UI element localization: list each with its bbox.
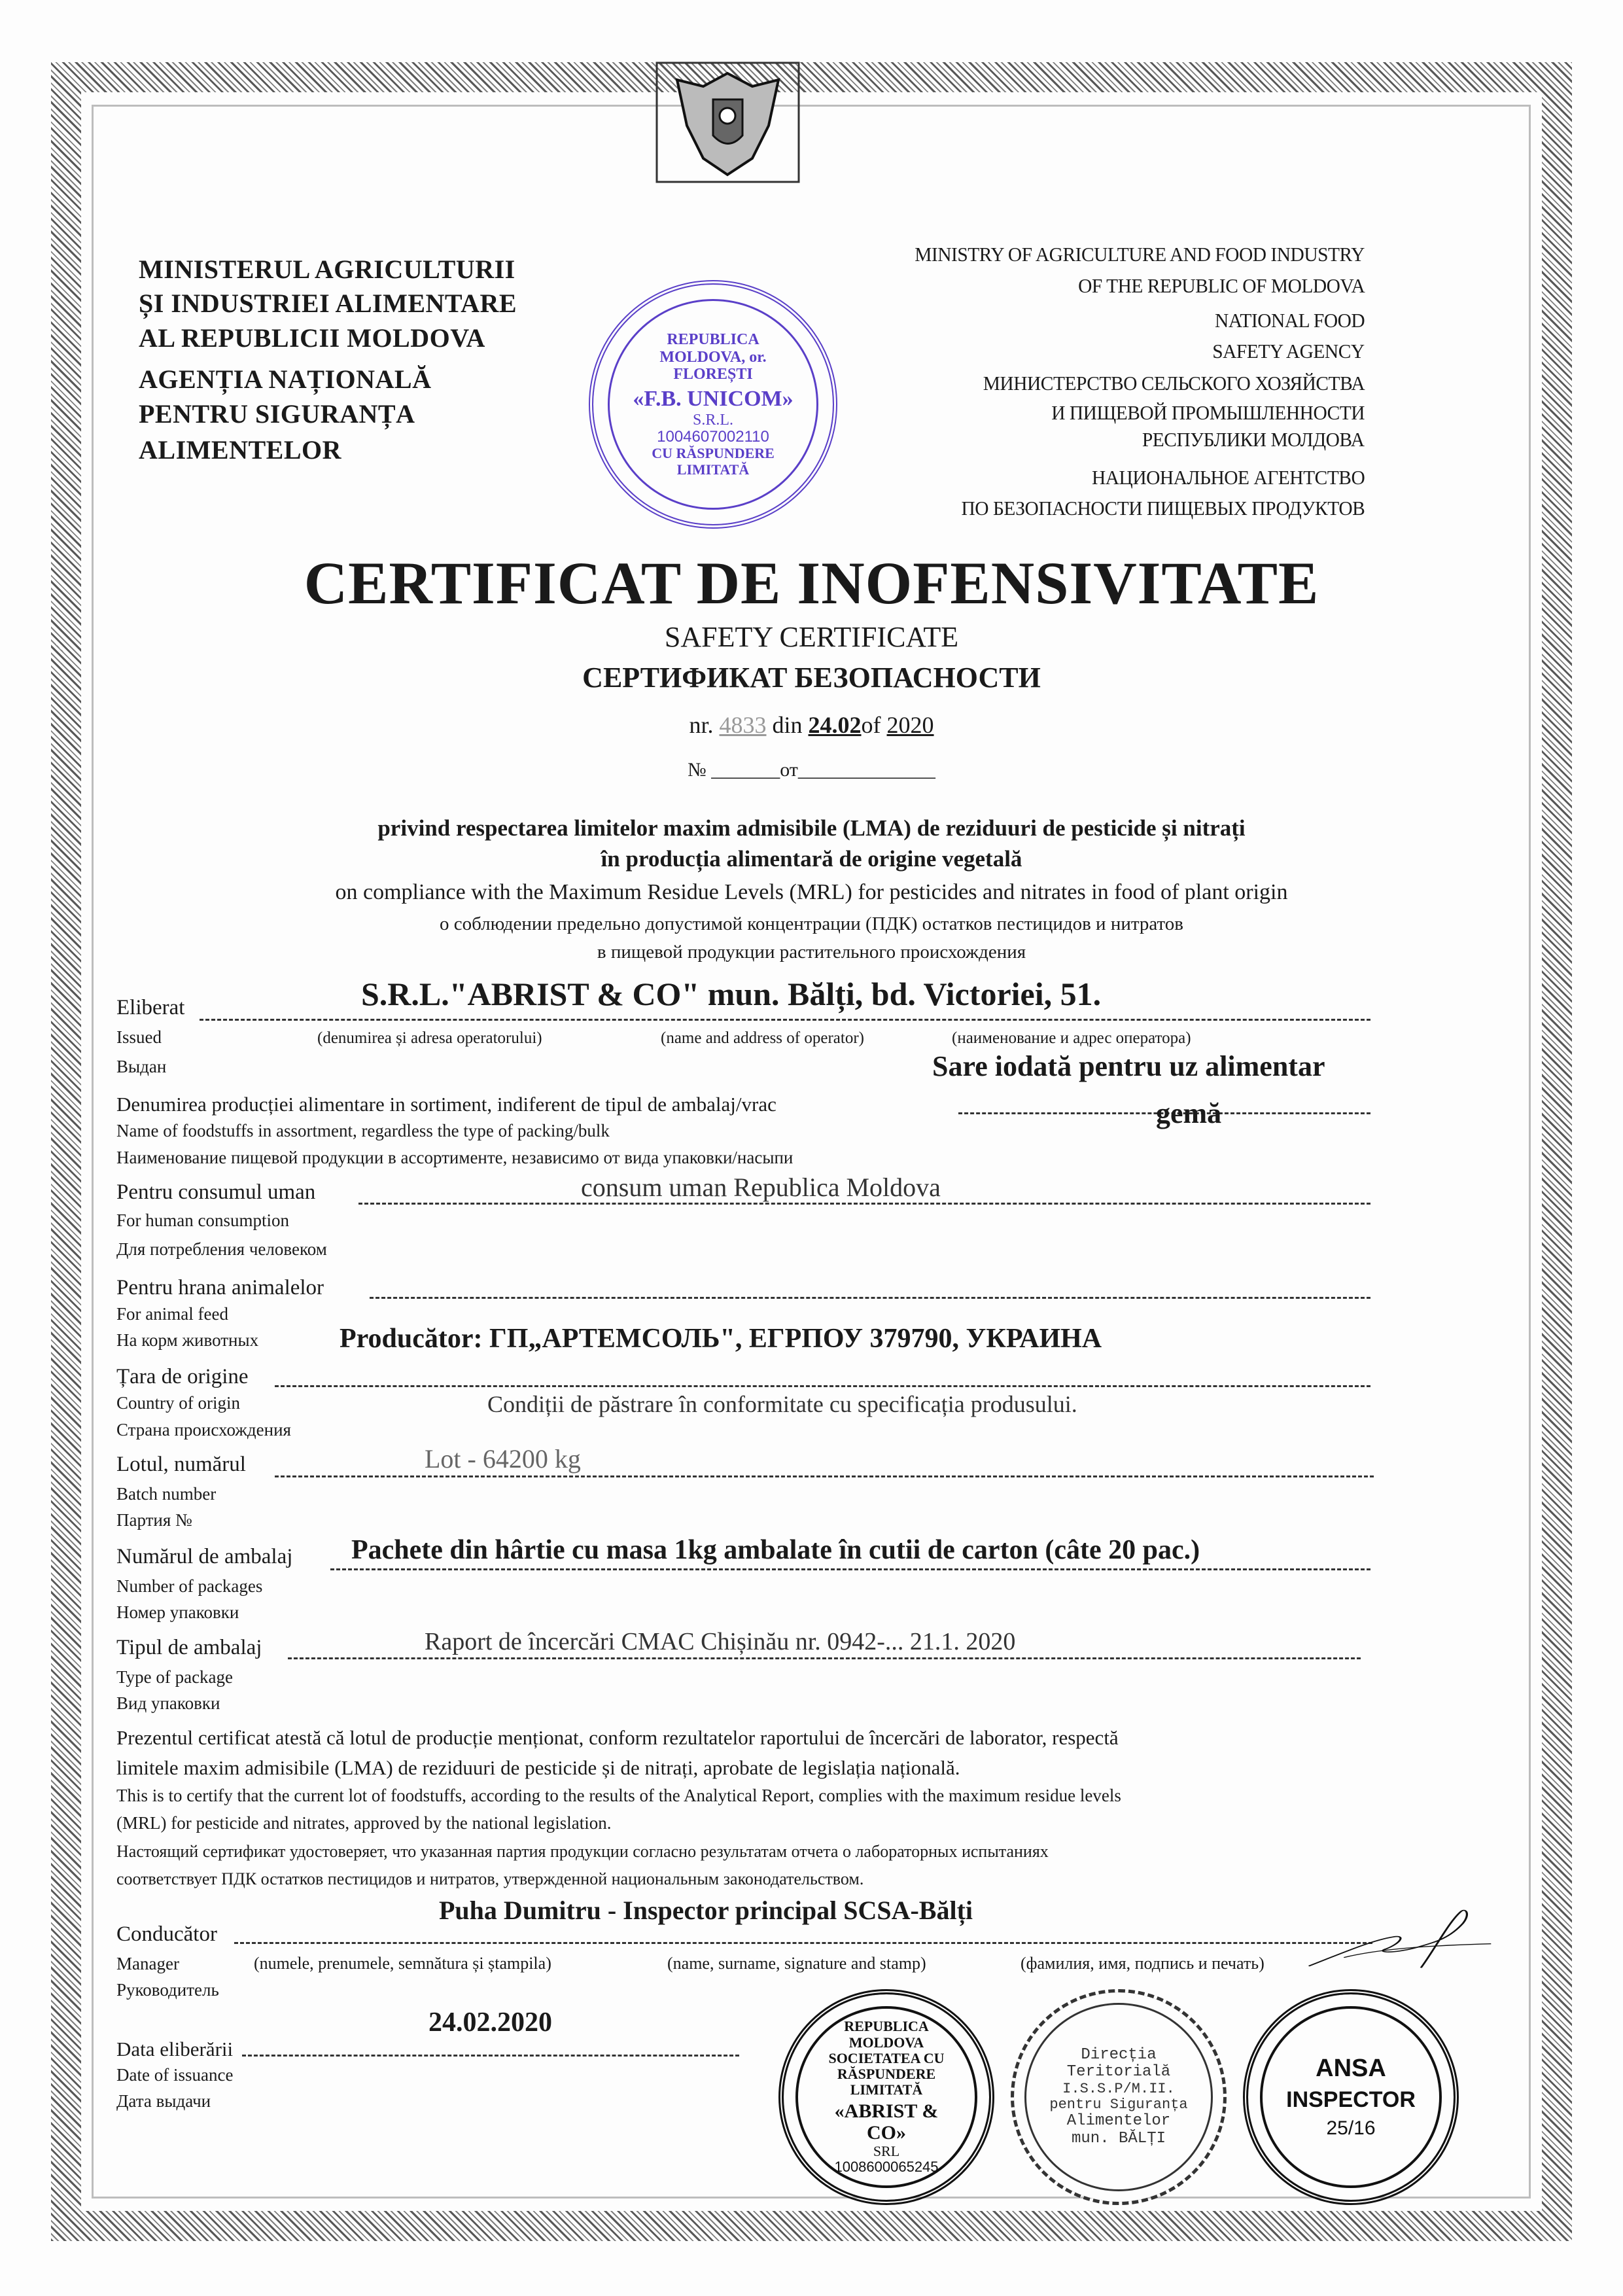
- attestation-line: соответствует ПДК остатков пестицидов и нитратов, утвержденной национальным законодательством.: [116, 1869, 864, 1888]
- unicom-stamp-code: 1004607002110: [657, 428, 769, 446]
- of-label: of: [861, 712, 881, 738]
- packages-label-ro: Numărul de ambalaj: [116, 1545, 293, 1568]
- package-type-label-ro: Tipul de ambalaj: [116, 1636, 262, 1659]
- attestation-line: limitele maxim admisibile (LMA) de reziduuri de pesticide și de nitrați, aprobate de legislația națională.: [116, 1756, 960, 1779]
- attestation-line: Prezentul certificat atestă că lotul de producție menționat, conform rezultatelor raportului de încercări de laborator, respectă: [116, 1726, 1119, 1749]
- certificate-title: CERTIFICAT DE INOFENSIVITATE: [304, 550, 1319, 616]
- ansa-stamp-middle: INSPECTOR: [1286, 2087, 1416, 2112]
- unicom-stamp-outer: REPUBLICA MOLDOVA, or. FLOREȘTI: [659, 331, 767, 383]
- unicom-stamp-bottom: CU RĂSPUNDERE LIMITATĂ: [652, 445, 775, 478]
- manager-label-ru: Руководитель: [116, 1980, 219, 2000]
- directia-line: Alimentelor: [1066, 2112, 1171, 2130]
- human-value: consum uman Republica Moldova: [581, 1173, 941, 1202]
- manager-label-ro: Conducător: [116, 1922, 217, 1946]
- attestation-line: (MRL) for pesticide and nitrates, approved by the national legislation.: [116, 1813, 612, 1833]
- issue-date-field-line: [242, 2055, 739, 2057]
- abrist-stamp-code: 1008600065245: [834, 2159, 939, 2176]
- animal-field-line: [370, 1297, 1370, 1299]
- header-right-line: SAFETY AGENCY: [1212, 340, 1365, 362]
- issued-label-ru: Выдан: [116, 1057, 167, 1076]
- batch-field-line: [275, 1475, 1374, 1477]
- manager-value: Puha Dumitru - Inspector principal SCSA-Bălți: [439, 1896, 973, 1925]
- header-left-line: ALIMENTELOR: [139, 435, 341, 465]
- subject-line: в пищевой продукции растительного происхождения: [597, 942, 1026, 963]
- unicom-stamp-srl: S.R.L.: [692, 411, 733, 429]
- directia-ref: I.S.S.P/M.II.: [1062, 2080, 1175, 2097]
- directia-stamp: [1011, 1989, 1227, 2205]
- subject-line: privind respectarea limitelor maxim admisibile (LMA) de reziduuri de pesticide și nitrați: [377, 815, 1246, 841]
- producer-value: Producător: ГП„АРТЕМСОЛЬ", ЕГРПОУ 379790, УКРАИНА: [340, 1324, 1102, 1354]
- header-left-line: AL REPUBLICII MOLDOVA: [139, 323, 485, 353]
- nr-label: nr.: [689, 712, 714, 738]
- ru-number-line: № _______от______________: [688, 759, 935, 781]
- directia-line: Direcția: [1081, 2046, 1157, 2064]
- certificate-number: 4833: [719, 712, 767, 738]
- header-left-line: PENTRU SIGURANȚA: [139, 399, 415, 429]
- ansa-stamp-number: 25/16: [1326, 2117, 1376, 2140]
- product-value-line1: Sare iodată pentru uz alimentar: [932, 1050, 1325, 1082]
- din-label: din: [772, 712, 803, 738]
- certificate-number-line: [0, 713, 1623, 737]
- packages-field-line: [330, 1568, 1370, 1570]
- package-type-field-line: [288, 1657, 1361, 1659]
- packages-label-ru: Номер упаковки: [116, 1602, 239, 1622]
- origin-label-ro: Țara de origine: [116, 1365, 249, 1388]
- issue-date-value: 24.02.2020: [428, 2007, 552, 2038]
- subject-line: on compliance with the Maximum Residue Levels (MRL) for pesticides and nitrates in food of plant origin: [335, 880, 1288, 904]
- issue-date-label-ro: Data eliberării: [116, 2038, 234, 2060]
- issued-label-en: Issued: [116, 1027, 162, 1047]
- header-right-line: МИНИСТЕРСТВО СЕЛЬСКОГО ХОЗЯЙСТВА: [983, 372, 1365, 395]
- header-left-line: AGENȚIA NAȚIONALĂ: [139, 364, 432, 394]
- header-right-line: OF THE REPUBLIC OF MOLDOVA: [1077, 274, 1365, 297]
- header-right-line: NATIONAL FOOD: [1214, 309, 1365, 332]
- animal-label-ro: Pentru hrana animalelor: [116, 1276, 324, 1299]
- manager-hint-en: (name, surname, signature and stamp): [667, 1954, 926, 1973]
- header-left-line: MINISTERUL AGRICULTURII: [139, 255, 515, 284]
- issue-date-label-en: Date of issuance: [116, 2065, 234, 2085]
- batch-label-ro: Lotul, numărul: [116, 1453, 246, 1476]
- human-field-line: [358, 1203, 1370, 1205]
- abrist-stamp-srl: SRL: [873, 2143, 900, 2160]
- manager-hint-ro: (numele, prenumele, semnătura și ștampila): [254, 1954, 551, 1973]
- issued-field-line: [200, 1019, 1370, 1021]
- product-value-line2: gemă: [1156, 1097, 1222, 1129]
- batch-value: Lot - 64200 kg: [425, 1444, 581, 1474]
- manager-field-line: [234, 1942, 1372, 1944]
- certificate-title-en: SAFETY CERTIFICATE: [664, 621, 959, 653]
- package-type-label-ru: Вид упаковки: [116, 1693, 220, 1713]
- header-right-line: MINISTRY OF AGRICULTURE AND FOOD INDUSTRY: [915, 243, 1365, 266]
- subject-line: о соблюдении предельно допустимой концентрации (ПДК) остатков пестицидов и нитратов: [439, 913, 1184, 934]
- inspector-signature: [1302, 1898, 1498, 1969]
- product-label-ro: Denumirea producției alimentare in sortiment, indiferent de tipul de ambalaj/vrac: [116, 1093, 777, 1116]
- unicom-stamp-center: «F.B. UNICOM»: [633, 387, 794, 412]
- ru-no-label: №: [688, 759, 707, 781]
- issued-hint-ro: (denumirea și adresa operatorului): [317, 1029, 542, 1047]
- unicom-stamp: [589, 280, 837, 529]
- issued-hint-en: (name and address of operator): [661, 1029, 864, 1047]
- certificate-year: 2020: [886, 712, 934, 738]
- product-label-ru: Наименование пищевой продукции в ассортименте, независимо от вида упаковки/насыпи: [116, 1148, 794, 1167]
- directia-line: Teritorială: [1066, 2063, 1171, 2081]
- animal-label-ru: На корм животных: [116, 1330, 259, 1350]
- issued-label-ro: Eliberat: [116, 996, 185, 1019]
- animal-label-en: For animal feed: [116, 1304, 228, 1324]
- abrist-stamp-outer: REPUBLICA MOLDOVA SOCIETATEA CU RĂSPUNDERE LIMITATĂ: [828, 2018, 945, 2098]
- human-label-en: For human consumption: [116, 1210, 289, 1230]
- header-right-line: РЕСПУБЛИКИ МОЛДОВА: [1142, 428, 1365, 451]
- subject-line: în producția alimentară de origine vegetală: [601, 846, 1022, 872]
- attestation-line: Настоящий сертификат удостоверяет, что указанная партия продукции согласно результатам отчета о лабораторных испытаниях: [116, 1842, 1049, 1861]
- issued-hint-ru: (наименование и адрес оператора): [952, 1029, 1191, 1047]
- directia-line: mun. BĂLȚI: [1071, 2129, 1166, 2147]
- header-right-line: ПО БЕЗОПАСНОСТИ ПИЩЕВЫХ ПРОДУКТОВ: [961, 497, 1365, 520]
- batch-label-ru: Партия №: [116, 1510, 192, 1530]
- origin-label-ru: Страна происхождения: [116, 1420, 291, 1439]
- package-type-label-en: Type of package: [116, 1667, 234, 1687]
- batch-label-en: Batch number: [116, 1484, 217, 1504]
- human-label-ro: Pentru consumul uman: [116, 1180, 316, 1204]
- packages-label-en: Number of packages: [116, 1576, 263, 1596]
- origin-label-en: Country of origin: [116, 1393, 240, 1413]
- moldova-coat-of-arms-icon: [654, 60, 801, 185]
- header-right-line: НАЦИОНАЛЬНОЕ АГЕНТСТВО: [1091, 466, 1365, 489]
- origin-field-line: [275, 1385, 1370, 1387]
- manager-label-en: Manager: [116, 1954, 179, 1973]
- ru-ot-label: от: [780, 759, 798, 781]
- manager-hint-ru: (фамилия, имя, подпись и печать): [1021, 1954, 1265, 1973]
- product-label-en: Name of foodstuffs in assortment, regardless the type of packing/bulk: [116, 1121, 610, 1140]
- certificate-title-ru: СЕРТИФИКАТ БЕЗОПАСНОСТИ: [582, 662, 1041, 694]
- issued-value: S.R.L."ABRIST & CO" mun. Bălți, bd. Victoriei, 51.: [361, 976, 1102, 1012]
- header-right-line: И ПИЩЕВОЙ ПРОМЫШЛЕННОСТИ: [1051, 401, 1365, 424]
- attestation-line: This is to certify that the current lot of foodstuffs, according to the results of the Analytical Report, complies with the maximum residue levels: [116, 1786, 1121, 1805]
- packages-value: Pachete din hârtie cu masa 1kg ambalate în cutii de carton (câte 20 pac.): [351, 1535, 1200, 1565]
- directia-line: pentru Siguranța: [1049, 2096, 1188, 2113]
- abrist-stamp-center: «ABRIST & CO»: [834, 2100, 939, 2144]
- header-left-line: ȘI INDUSTRIEI ALIMENTARE: [139, 289, 517, 318]
- ansa-stamp-top: ANSA: [1316, 2054, 1386, 2082]
- human-label-ru: Для потребления человеком: [116, 1239, 327, 1259]
- package-type-value: Raport de încercări CMAC Chișinău nr. 0942-... 21.1. 2020: [425, 1628, 1016, 1655]
- issue-date-label-ru: Дата выдачи: [116, 2091, 211, 2111]
- abrist-stamp: [778, 1989, 994, 2205]
- origin-value: Condiții de păstrare în conformitate cu specificația produsului.: [487, 1391, 1077, 1417]
- ansa-inspector-stamp: [1243, 1989, 1459, 2205]
- certificate-date: 24.02: [808, 712, 862, 738]
